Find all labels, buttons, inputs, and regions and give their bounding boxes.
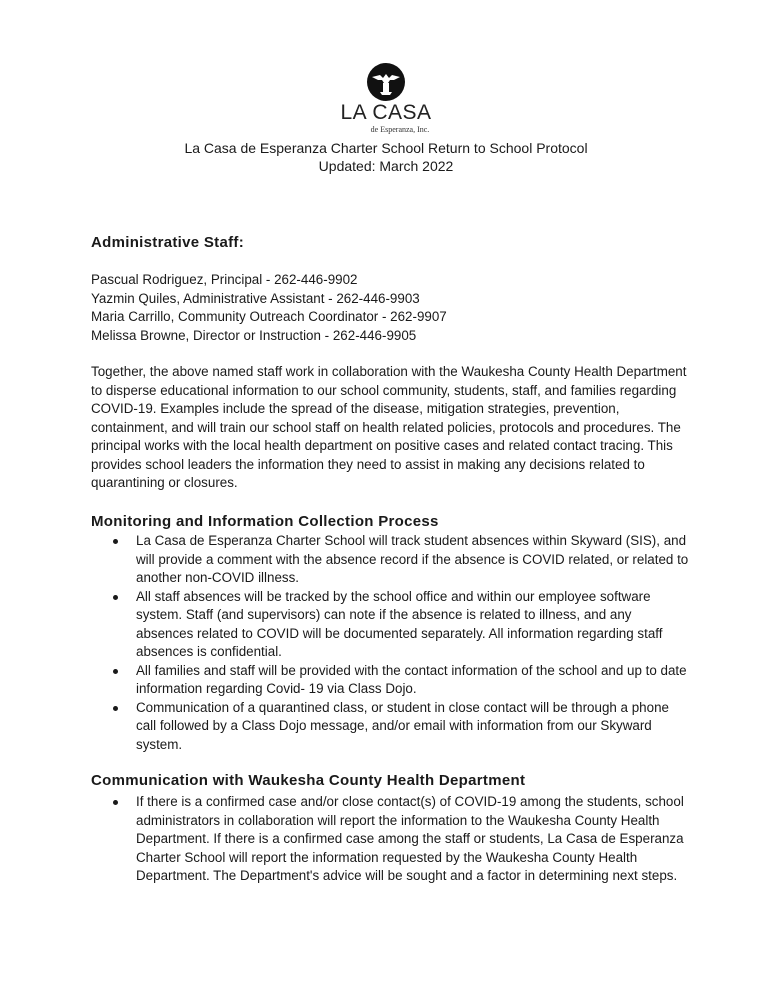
list-item [91,699,691,755]
logo-name: LA CASA [340,101,432,124]
updated-date: Updated: March 2022 [318,158,454,174]
list-item [91,588,691,662]
document-title: La Casa de Esperanza Charter School Return to School Protocol [184,140,588,156]
staff-list [91,271,691,345]
list-item-text: All staff absences will be tracked by the school office and within our employee software system. Staff (and supervisors) can note if the absence is related to illness, and any absences related to COVID will be documented separately. All information regarding staff absences is confidential. [136,588,663,659]
list-item [91,793,691,886]
staff-entry: Maria Carrillo, Community Outreach Coordinator - 262-9907 [91,309,447,324]
list-item-text: If there is a confirmed case and/or close contact(s) of COVID-19 among the students, school administrators in collaboration will report the information to the Waukesha County Health Department. If there is a confirmed case among the staff or students, La Casa de Esperanza Charter School will report the information requested by the Waukesha County Health Department. The Department's advice will be sought and a factor in determining next steps. [136,794,684,883]
logo-subtitle: de Esperanza, Inc. [370,125,430,134]
staff-entry: Pascual Rodriguez, Principal - 262-446-9902 [91,272,358,287]
list-item [91,532,691,588]
collaboration-paragraph: Together, the above named staff work in collaboration with the Waukesha County Health Department to disperse educational information to our school community, students, staff, and families regarding COVID-19. Examples include the spread of the disease, mitigation strategies, prevention, containment, and will train our school staff on health related policies, protocols and procedures. The principal works with the local health department on positive cases and related contact tracing. This provides school leaders the information they need to assist in making any decisions related to quarantining or closures. [91,364,687,490]
bullet-icon [113,800,118,805]
communication-heading: Communication with Waukesha County Health Department [91,772,526,789]
communication-list [91,793,691,886]
list-item [91,662,691,699]
eagle-emblem-icon [366,62,406,102]
bullet-icon [113,595,118,600]
list-item-text: All families and staff will be provided with the contact information of the school and up to date information regarding Covid- 19 via Class Dojo. [136,662,687,696]
bullet-icon [113,706,118,711]
bullet-icon [113,539,118,544]
administrative-staff-heading: Administrative Staff: [91,234,244,251]
la-casa-logo [0,62,772,134]
staff-entry: Melissa Browne, Director or Instruction - 262-446-9905 [91,327,417,343]
bullet-icon [113,669,118,674]
list-item-text: Communication of a quarantined class, or student in close contact will be through a phone call followed by a Class Dojo message, and/or email with information from our Skyward system. [136,699,669,752]
monitoring-list [91,532,691,754]
staff-entry: Yazmin Quiles, Administrative Assistant - 262-446-9903 [91,290,420,306]
list-item-text: La Casa de Esperanza Charter School will track student absences within Skyward (SIS), and will provide a comment with the absence record if the absence is COVID related, or related to another non-COVID illness. [136,533,689,585]
monitoring-heading: Monitoring and Information Collection Process [91,513,439,530]
